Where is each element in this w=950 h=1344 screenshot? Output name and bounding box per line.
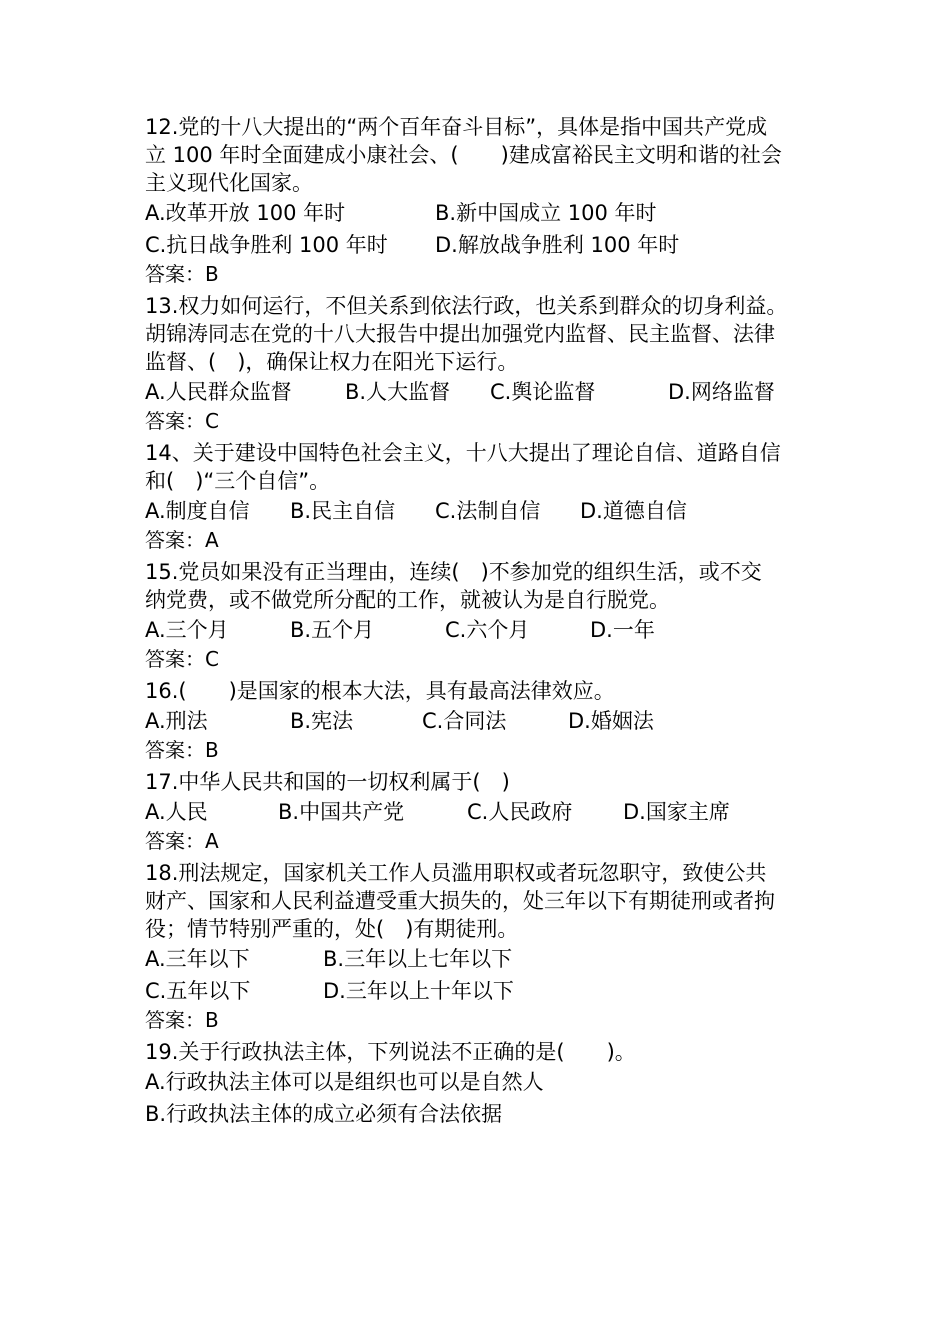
question-list — [145, 113, 815, 1130]
question-stem-line: 主义现代化国家。 — [145, 171, 313, 195]
option-a: A.人民群众监督 — [145, 380, 292, 404]
question-13 — [145, 292, 815, 434]
answer: 答案：B — [145, 262, 219, 286]
option-row — [145, 943, 815, 975]
question-stem-line: 17.中华人民共和国的一切权利属于( ) — [145, 770, 510, 794]
answer: 答案：B — [145, 1008, 219, 1032]
question-stem-line: 19.关于行政执法主体，下列说法不正确的是( )。 — [145, 1040, 636, 1064]
question-stem-line: 15.党员如果没有正当理由，连续( )不参加党的组织生活，或不交 — [145, 560, 762, 584]
option-row — [145, 495, 815, 527]
question-stem-line: 和( )“三个自信”。 — [145, 469, 331, 493]
question-17 — [145, 768, 815, 854]
option-d: D.解放战争胜利 100 年时 — [435, 233, 680, 257]
option-a: A.行政执法主体可以是组织也可以是自然人 — [145, 1070, 544, 1094]
answer: 答案：C — [145, 647, 219, 671]
question-stem-line: 役；情节特别严重的，处( )有期徒刑。 — [145, 917, 519, 941]
option-row — [145, 975, 815, 1007]
option-b: B.新中国成立 100 年时 — [435, 201, 657, 225]
option-b: B.宪法 — [290, 709, 354, 733]
question-stem-line: 胡锦涛同志在党的十八大报告中提出加强党内监督、民主监督、法律 — [145, 322, 775, 346]
option-d: D.三年以上十年以下 — [323, 979, 514, 1003]
option-c: C.舆论监督 — [490, 380, 596, 404]
option-b: B.五个月 — [290, 618, 375, 642]
question-stem-line: 16.( )是国家的根本大法，具有最高法律效应。 — [145, 679, 615, 703]
question-19 — [145, 1038, 815, 1130]
question-stem-line: 18.刑法规定，国家机关工作人员滥用职权或者玩忽职守，致使公共 — [145, 861, 767, 885]
option-c: C.抗日战争胜利 100 年时 — [145, 233, 388, 257]
option-d: D.道德自信 — [580, 499, 687, 523]
option-row — [145, 197, 815, 229]
question-stem-line: 13.权力如何运行，不但关系到依法行政，也关系到群众的切身利益。 — [145, 294, 788, 318]
option-b: B.人大监督 — [345, 380, 451, 404]
option-row — [145, 796, 815, 828]
option-c: C.法制自信 — [435, 499, 541, 523]
question-14 — [145, 439, 815, 553]
answer: 答案：C — [145, 409, 219, 433]
option-b: B.三年以上七年以下 — [323, 947, 513, 971]
option-c: C.人民政府 — [467, 800, 573, 824]
option-c: C.六个月 — [445, 618, 530, 642]
option-b: B.民主自信 — [290, 499, 396, 523]
option-d: D.国家主席 — [623, 800, 730, 824]
option-row — [145, 705, 815, 737]
question-stem-line: 监督、( )，确保让权力在阳光下运行。 — [145, 350, 519, 374]
option-a: A.改革开放 100 年时 — [145, 201, 346, 225]
option-row — [145, 1098, 815, 1130]
option-row — [145, 376, 815, 408]
option-d: D.网络监督 — [668, 380, 775, 404]
option-c: C.五年以下 — [145, 979, 251, 1003]
answer: 答案：B — [145, 738, 219, 762]
option-c: C.合同法 — [422, 709, 507, 733]
answer: 答案：A — [145, 829, 219, 853]
question-stem-line: 财产、国家和人民利益遭受重大损失的，处三年以下有期徒刑或者拘 — [145, 889, 775, 913]
question-stem-line: 立 100 年时全面建成小康社会、( )建成富裕民主文明和谐的社会 — [145, 143, 782, 167]
option-a: A.人民 — [145, 800, 208, 824]
option-a: A.三年以下 — [145, 947, 250, 971]
option-b: B.中国共产党 — [278, 800, 405, 824]
option-a: A.三个月 — [145, 618, 229, 642]
question-stem-line: 12.党的十八大提出的“两个百年奋斗目标”，具体是指中国共产党成 — [145, 115, 768, 139]
question-18 — [145, 859, 815, 1033]
option-row — [145, 229, 815, 261]
option-d: D.一年 — [590, 618, 655, 642]
option-b: B.行政执法主体的成立必须有合法依据 — [145, 1102, 503, 1126]
option-a: A.制度自信 — [145, 499, 250, 523]
option-row — [145, 614, 815, 646]
option-d: D.婚姻法 — [568, 709, 654, 733]
question-15 — [145, 558, 815, 672]
option-row — [145, 1066, 815, 1098]
option-a: A.刑法 — [145, 709, 208, 733]
question-stem-line: 14、关于建设中国特色社会主义，十八大提出了理论自信、道路自信 — [145, 441, 781, 465]
question-16 — [145, 677, 815, 763]
question-stem-line: 纳党费，或不做党所分配的工作，就被认为是自行脱党。 — [145, 588, 670, 612]
answer: 答案：A — [145, 528, 219, 552]
question-12 — [145, 113, 815, 287]
